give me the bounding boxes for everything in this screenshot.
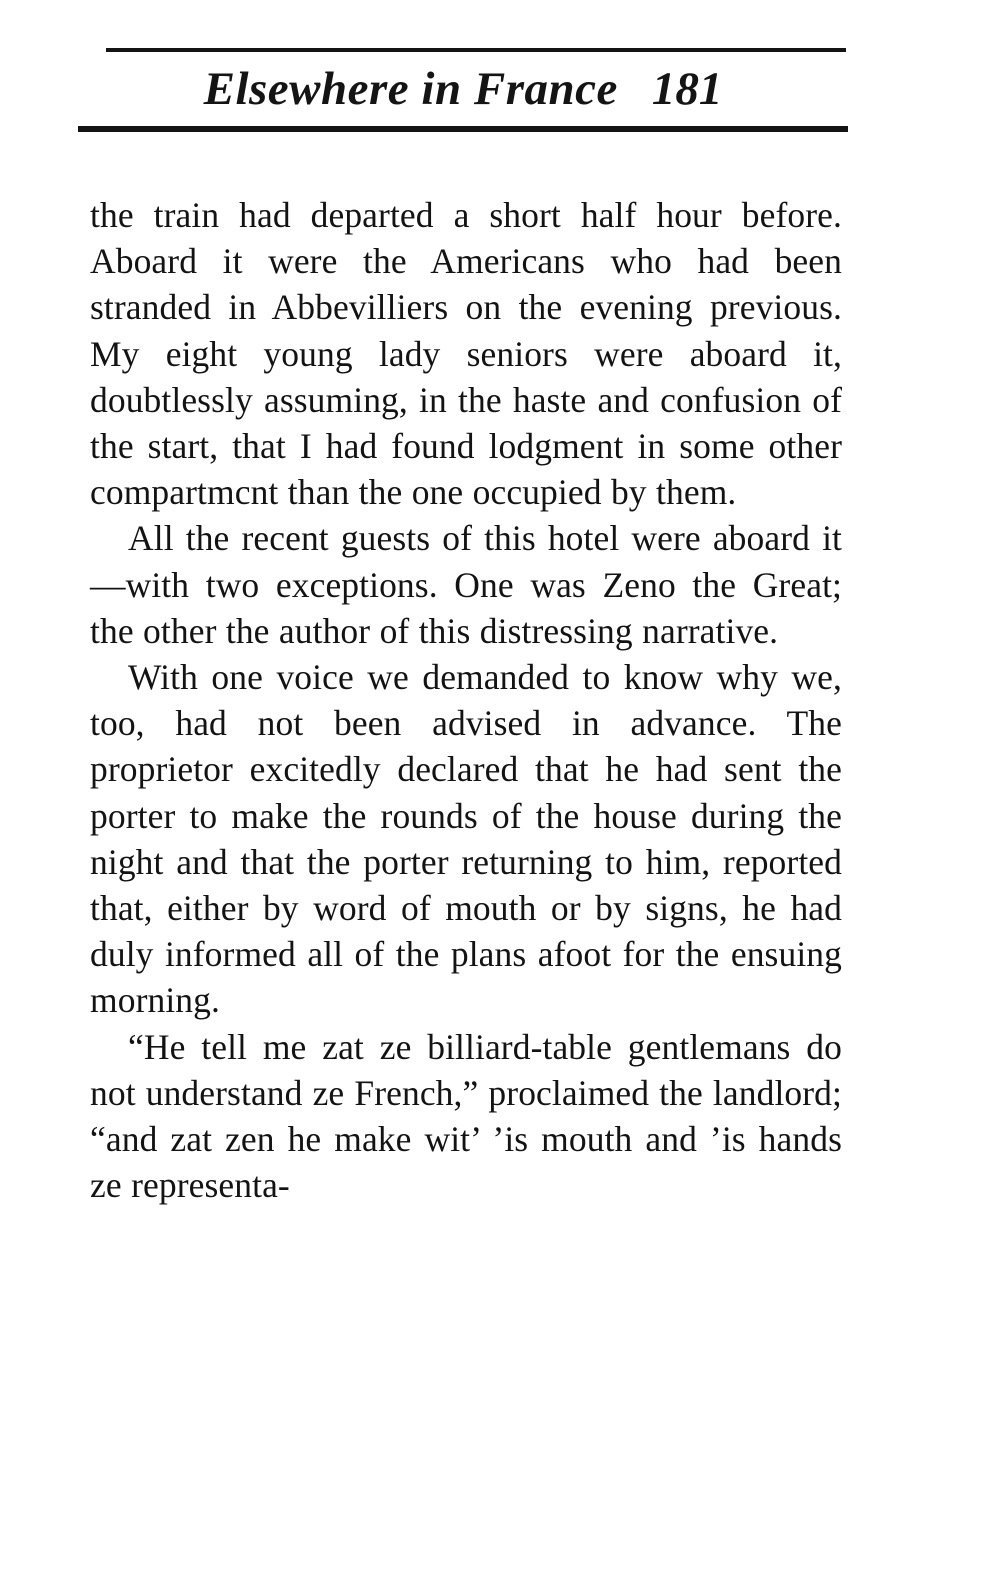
paragraph-3: With one voice we demanded to know why we, too, had not been advised in advance. The proprietor excitedly declared that he had sent the porter to make the rounds of the house during the night and that the porter returning to him, reported that, either by word of mouth or by signs, he had duly informed all of the plans afoot for the ensuing morning. [90,657,842,1021]
header-rule-bottom [78,126,848,132]
page-title: Elsewhere in France [203,63,618,115]
running-head [78,48,848,132]
body-text [90,192,842,1208]
paragraph-2: All the recent guests of this hotel were aboard it—with two exceptions. One was Zeno the Great; the other the author of this distressing narrative. [90,518,842,651]
page-number: 181 [651,63,723,115]
paragraph-4: “He tell me zat ze billiard-table gentlemans do not understand ze French,” proclaimed the landlord; “and zat zen he make wit’ ’is mouth and ’is hands ze representa- [90,1026,842,1206]
paragraph-1: the train had departed a short half hour before. Aboard it were the Americans who had been stranded in Abbevilliers on the evening previous. My eight young lady seniors were aboard it, doubtlessly assuming, in the haste and confusion of the start, that I had found lodgment in some other compartmcnt than the one occupied by them. [90,195,842,513]
header-line [78,52,848,122]
